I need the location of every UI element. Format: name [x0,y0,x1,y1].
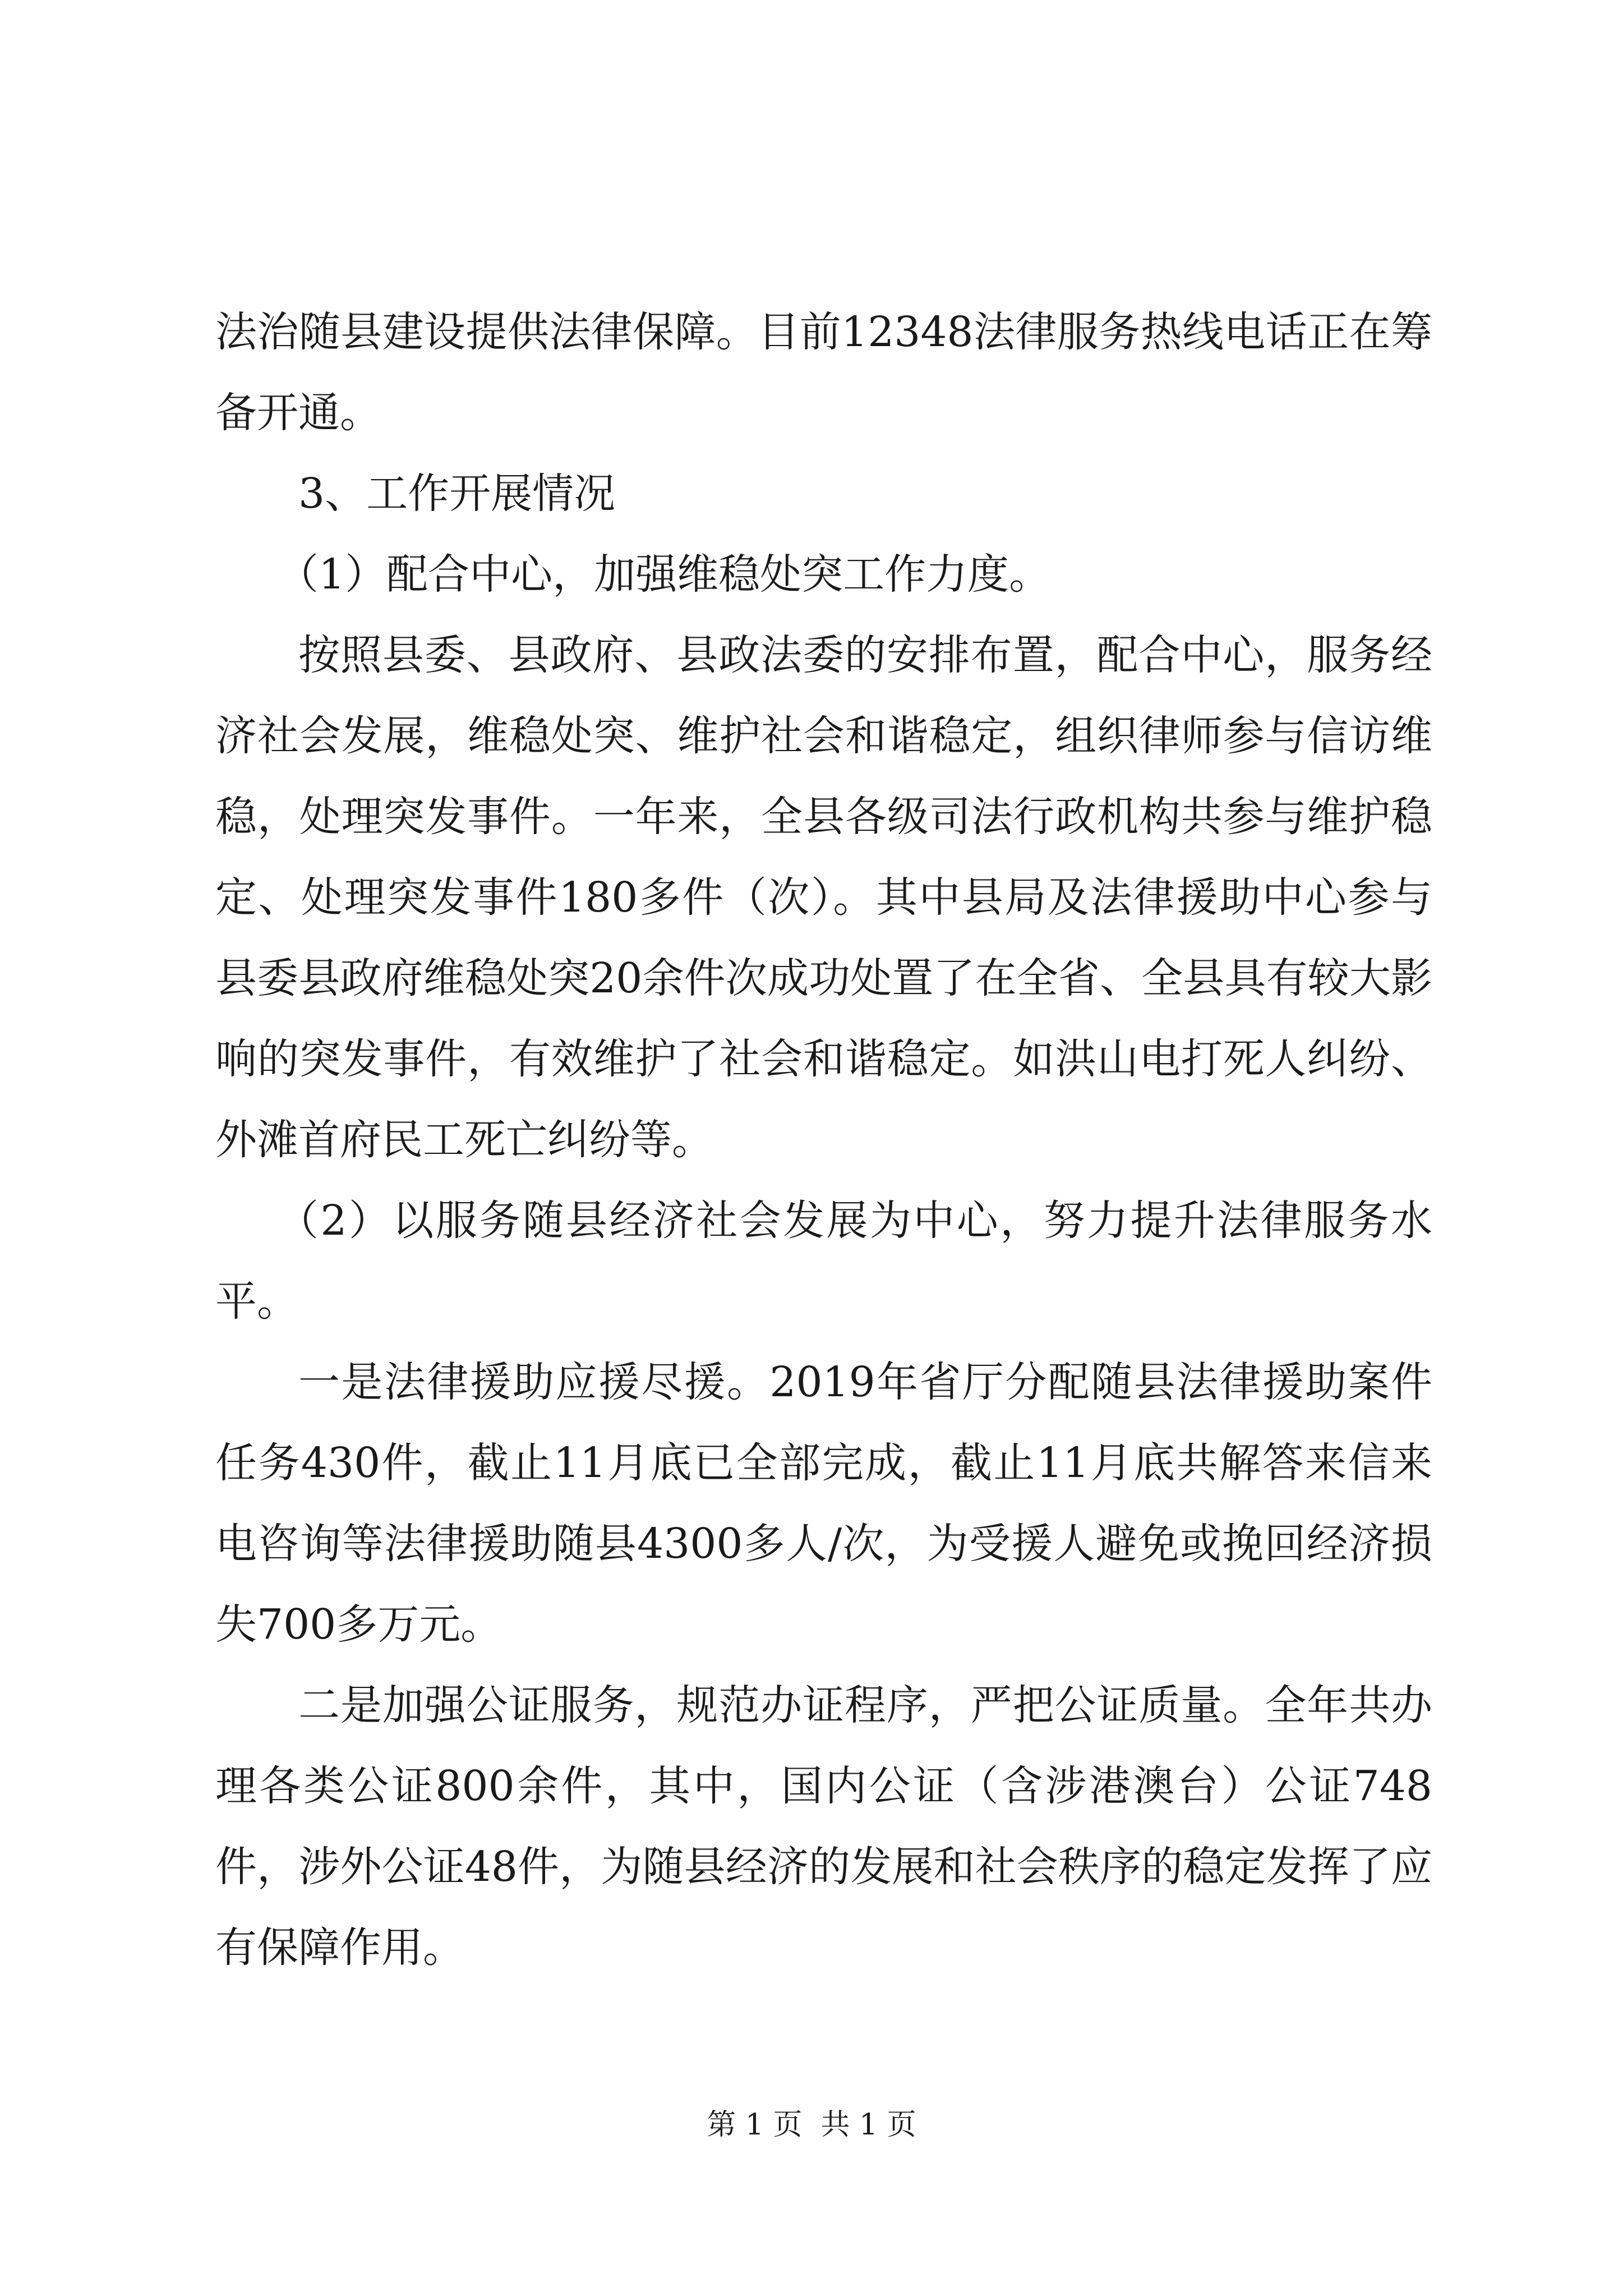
section-heading-work-progress: 3、工作开展情况 [298,470,616,518]
paragraph-continuation: 法治随县建设提供法律保障。目前12348法律服务热线电话正在筹备开通。 [215,308,1432,437]
document-body [215,292,1432,1988]
paragraph-notary-services: 二是加强公证服务，规范办证程序，严把公证质量。全年共办理各类公证800余件，其中，国内公证（含涉港澳台）公证748件，涉外公证48件，为随县经济的发展和社会秩序的稳定发挥了应有保障作用。 [215,1681,1432,1972]
page-footer [0,2102,1623,2147]
subheading-stability: （1）配合中心，加强维稳处突工作力度。 [277,550,1051,599]
paragraph-legal-aid: 一是法律援助应援尽援。2019年省厅分配随县法律援助案件任务430件，截止11月底已全部完成，截止11月底共解答来信来电咨询等法律援助随县4300多人/次，为受援人避免或挽回经济损失700多万元。 [215,1358,1432,1649]
subheading-legal-services: （2）以服务随县经济社会发展为中心，努力提升法律服务水平。 [215,1197,1432,1326]
paragraph-stability-work: 按照县委、县政府、县政法委的安排布置，配合中心，服务经济社会发展，维稳处突、维护社会和谐稳定，组织律师参与信访维稳，处理突发事件。一年来，全县各级司法行政机构共参与维护稳定、处理突发事件180多件（次）。其中县局及法律援助中心参与县委县政府维稳处突20余件次成功处置了在全省、全县具有较大影响的突发事件，有效维护了社会和谐稳定。如洪山电打死人纠纷、外滩首府民工死亡纠纷等。 [215,631,1432,1164]
page-number-label: 第 1 页 共 1 页 [707,2108,916,2142]
